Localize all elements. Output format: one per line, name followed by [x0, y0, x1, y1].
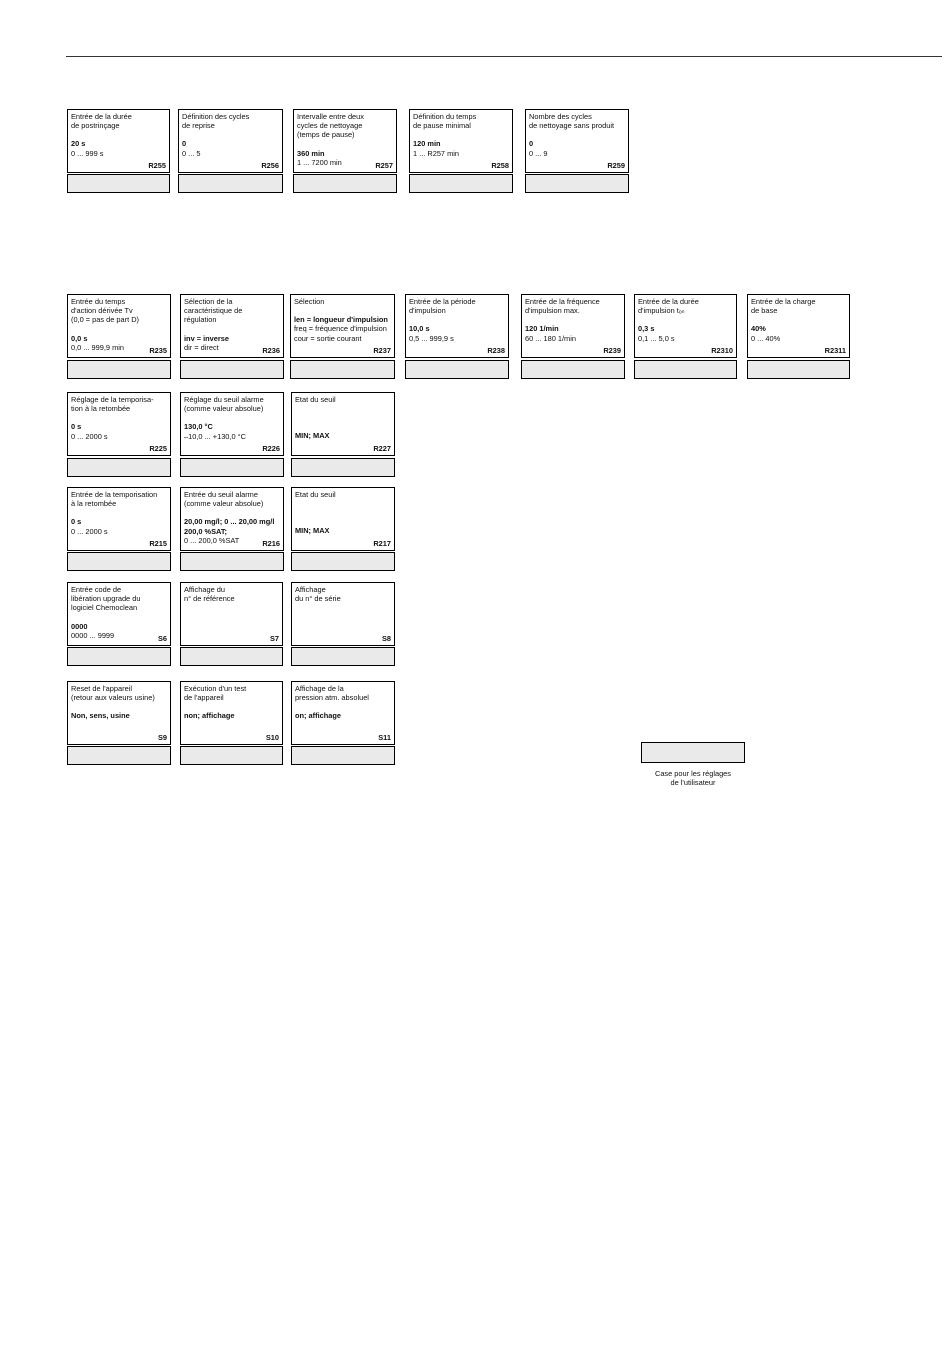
legend-caption: [641, 769, 745, 788]
description-line: pression atm. absoluel: [295, 693, 369, 703]
parameter-code: R259: [607, 160, 625, 170]
legend-user-setting-box: [641, 742, 745, 763]
parameter-code: R226: [262, 443, 280, 453]
description-line: Affichage du: [184, 585, 225, 594]
legend-caption-line: Case pour les réglages: [654, 769, 731, 778]
description-line: Etat du seuil: [295, 490, 336, 499]
parameter-code: R239: [603, 345, 621, 355]
parameter-description-box: [178, 109, 283, 173]
description-line: tion à la retombée: [71, 404, 131, 414]
parameter-code: S10: [265, 732, 279, 742]
description-line: 0 ... 5: [182, 148, 201, 158]
description-line: 1 ... R257 min: [413, 148, 460, 158]
parameter-description-box: [180, 487, 284, 551]
user-setting-field[interactable]: [291, 647, 395, 666]
description-line: régulation: [184, 315, 217, 325]
parameter-description-box: [291, 582, 395, 646]
parameter-s9: [67, 681, 171, 765]
description-line: 1 ... 7200 min: [297, 157, 342, 167]
description-line: de nettoyage sans produit: [529, 121, 615, 131]
parameter-code: R237: [373, 345, 391, 355]
description-line: d'impulsion max.: [525, 306, 580, 316]
default-value: 20,00 mg/l; 0 ... 20,00 mg/l: [184, 517, 275, 527]
description-line: Réglage du seuil alarme: [184, 395, 264, 404]
user-setting-field[interactable]: [67, 746, 171, 765]
description-line: caractéristique de: [184, 306, 243, 316]
parameter-description-box: [180, 294, 284, 358]
parameter-r255: [67, 109, 170, 193]
description-line: Entrée de la durée: [71, 112, 132, 121]
parameter-r235: [67, 294, 171, 379]
default-value: 130,0 °C: [184, 422, 213, 432]
description-line: logiciel Chemoclean: [71, 603, 138, 613]
parameter-description-box: [747, 294, 850, 358]
user-setting-field[interactable]: [291, 746, 395, 765]
default-value: 120 min: [413, 139, 441, 149]
parameter-code: R236: [262, 345, 280, 355]
parameter-code: R238: [487, 345, 505, 355]
default-value: 10,0 s: [409, 324, 430, 334]
parameter-description-box: [67, 109, 170, 173]
legend-caption-line: de l'utilisateur: [670, 778, 716, 788]
description-line: Définition du temps: [413, 112, 477, 121]
parameter-s8: [291, 582, 395, 666]
parameter-r227: [291, 392, 395, 477]
default-value: 0: [529, 139, 534, 149]
user-setting-field[interactable]: [525, 174, 629, 193]
description-line: 0 ... 999 s: [71, 148, 104, 158]
description-line: à la retombée: [71, 499, 117, 509]
description-line: freq = fréquence d'impulsion: [294, 324, 387, 334]
description-line: 0 ... 9: [529, 148, 548, 158]
parameter-description-box: [180, 582, 283, 646]
parameter-description-box: [67, 681, 171, 745]
parameter-r239: [521, 294, 625, 379]
parameter-description-box: [521, 294, 625, 358]
description-line: 0,0 ... 999,9 min: [71, 342, 124, 352]
parameter-code: S8: [381, 633, 391, 643]
description-line: 0 ... 2000 s: [71, 526, 108, 536]
description-line: de l'appareil: [184, 693, 224, 703]
parameter-s10: [180, 681, 283, 765]
default-value: 0: [182, 139, 187, 149]
default-value: Non, sens, usine: [71, 711, 130, 721]
description-line: dir = direct: [184, 342, 219, 352]
user-setting-field[interactable]: [67, 647, 171, 666]
header-rule: [66, 56, 942, 57]
description-line: cycles de nettoyage: [297, 121, 363, 131]
user-setting-field[interactable]: [290, 360, 395, 379]
parameter-code: R2311: [824, 345, 846, 355]
default-value: 20 s: [71, 139, 86, 149]
parameter-description-box: [409, 109, 513, 173]
default-value: MIN; MAX: [295, 526, 330, 536]
description-line: Etat du seuil: [295, 395, 336, 404]
default-value: 40%: [751, 324, 766, 334]
parameter-s7: [180, 582, 283, 666]
description-line: Nombre des cycles: [529, 112, 592, 121]
default-value: 0000: [71, 621, 88, 631]
parameter-description-box: [67, 294, 171, 358]
description-line: (temps de pause): [297, 130, 355, 140]
description-line: 0,5 ... 999,9 s: [409, 333, 454, 343]
description-line: Reset de l'appareil: [71, 684, 132, 693]
default-value: MIN; MAX: [295, 431, 330, 441]
parameter-code: R258: [491, 160, 509, 170]
description-line: 0 ... 200,0 %SAT: [184, 535, 240, 545]
description-line: d'impulsion: [409, 306, 446, 316]
description-line: libération upgrade du: [71, 594, 141, 604]
parameter-code: R216: [262, 538, 280, 548]
description-line: –10,0 ... +130,0 °C: [184, 431, 246, 441]
user-setting-field[interactable]: [634, 360, 737, 379]
user-setting-field[interactable]: [405, 360, 509, 379]
description-line: de reprise: [182, 121, 215, 131]
description-line: (comme valeur absolue): [184, 499, 264, 509]
parameter-code: S7: [269, 633, 279, 643]
user-setting-field[interactable]: [747, 360, 850, 379]
parameter-r258: [409, 109, 513, 193]
parameter-code: S9: [157, 732, 167, 742]
description-line: du n° de série: [295, 594, 341, 604]
description-line: Entrée de la durée: [638, 297, 699, 306]
user-setting-field[interactable]: [291, 552, 395, 571]
parameter-description-box: [290, 294, 395, 358]
default-value: 0 s: [71, 517, 82, 527]
parameter-code: R225: [149, 443, 167, 453]
parameter-description-box: [291, 681, 395, 745]
parameter-r238: [405, 294, 509, 379]
description-line: Entrée de la charge: [751, 297, 816, 306]
description-line: Affichage: [295, 585, 326, 594]
parameter-r216: [180, 487, 284, 571]
parameter-s11: [291, 681, 395, 765]
parameter-r226: [180, 392, 284, 477]
user-setting-field[interactable]: [67, 360, 171, 379]
description-line: Sélection de la: [184, 297, 233, 306]
parameter-r225: [67, 392, 171, 477]
parameter-description-box: [180, 392, 284, 456]
user-setting-field[interactable]: [180, 360, 284, 379]
parameter-code: R257: [375, 160, 393, 170]
description-line: de postrinçage: [71, 121, 120, 131]
description-line: (comme valeur absolue): [184, 404, 264, 414]
parameter-description-box: [405, 294, 509, 358]
parameter-r237: [290, 294, 395, 379]
description-line: Définition des cycles: [182, 112, 250, 121]
parameter-code: S6: [157, 633, 167, 643]
user-setting-field[interactable]: [521, 360, 625, 379]
parameter-s6: [67, 582, 171, 666]
parameter-code: R235: [149, 345, 167, 355]
parameter-description-box: [67, 392, 171, 456]
default-value: non; affichage: [184, 711, 235, 721]
user-setting-field[interactable]: [67, 552, 171, 571]
parameter-code: R255: [148, 160, 166, 170]
parameter-r259: [525, 109, 629, 193]
parameter-description-box: [291, 392, 395, 456]
user-setting-field[interactable]: [67, 458, 171, 477]
description-line: Entrée de la période: [409, 297, 476, 306]
description-line: Entrée du seuil alarme: [184, 490, 258, 499]
user-setting-field[interactable]: [178, 174, 283, 193]
default-value: on; affichage: [295, 711, 341, 721]
default-value: len = longueur d'impulsion: [294, 315, 388, 325]
default-value: 120 1/min: [525, 324, 559, 334]
description-line: 60 ... 180 1/min: [525, 333, 576, 343]
user-setting-field[interactable]: [180, 746, 283, 765]
parameter-description-box: [634, 294, 737, 358]
parameter-r215: [67, 487, 171, 571]
description-line: Entrée de la temporisation: [71, 490, 158, 499]
description-line: n° de référence: [184, 594, 235, 604]
default-value: inv = inverse: [184, 333, 229, 343]
parameter-r2310: [634, 294, 737, 379]
default-value: 0,0 s: [71, 333, 88, 343]
parameter-description-box: [293, 109, 397, 173]
description-line: Affichage de la: [295, 684, 344, 693]
parameter-code: S11: [378, 732, 391, 742]
description-line: Entrée du temps: [71, 297, 126, 306]
default-value: 200,0 %SAT;: [184, 526, 227, 536]
default-value: 360 min: [297, 148, 325, 158]
user-setting-field[interactable]: [409, 174, 513, 193]
default-value: 0 s: [71, 422, 82, 432]
description-line: (0,0 = pas de part D): [71, 315, 139, 325]
parameter-description-box: [525, 109, 629, 173]
user-setting-field[interactable]: [67, 174, 170, 193]
description-line: Exécution d'un test: [184, 684, 247, 693]
description-line: de base: [751, 306, 778, 316]
parameter-code: R2310: [711, 345, 733, 355]
parameter-description-box: [67, 582, 171, 646]
default-value: 0,3 s: [638, 324, 655, 334]
parameter-r256: [178, 109, 283, 193]
description-line: 0 ... 40%: [751, 333, 781, 343]
description-line: Intervalle entre deux: [297, 112, 364, 121]
description-line: Réglage de la temporisa-: [71, 395, 154, 404]
description-line: cour = sortie courant: [294, 333, 362, 343]
parameter-r236: [180, 294, 284, 379]
user-setting-field[interactable]: [293, 174, 397, 193]
description-line: Sélection: [294, 297, 325, 306]
parameter-r217: [291, 487, 395, 571]
description-line: 0000 ... 9999: [71, 630, 115, 640]
parameter-description-box: [291, 487, 395, 551]
description-line: 0,1 ... 5,0 s: [638, 333, 675, 343]
parameter-r2311: [747, 294, 850, 379]
description-line: d'impulsion tₒₙ: [638, 306, 685, 316]
parameter-description-box: [67, 487, 171, 551]
description-line: de pause minimal: [413, 121, 471, 131]
parameter-description-box: [180, 681, 283, 745]
description-line: (retour aux valeurs usine): [71, 693, 155, 703]
parameter-code: R215: [149, 538, 167, 548]
user-setting-field[interactable]: [180, 458, 284, 477]
user-setting-field[interactable]: [180, 647, 283, 666]
user-setting-field[interactable]: [291, 458, 395, 477]
parameter-code: R217: [373, 538, 391, 548]
parameter-code: R256: [261, 160, 279, 170]
description-line: 0 ... 2000 s: [71, 431, 108, 441]
description-line: Entrée de la fréquence: [525, 297, 600, 306]
user-setting-field[interactable]: [180, 552, 284, 571]
parameter-r257: [293, 109, 397, 193]
description-line: d'action dérivée Tv: [71, 306, 133, 316]
description-line: Entrée code de: [71, 585, 122, 594]
parameter-code: R227: [373, 443, 391, 453]
